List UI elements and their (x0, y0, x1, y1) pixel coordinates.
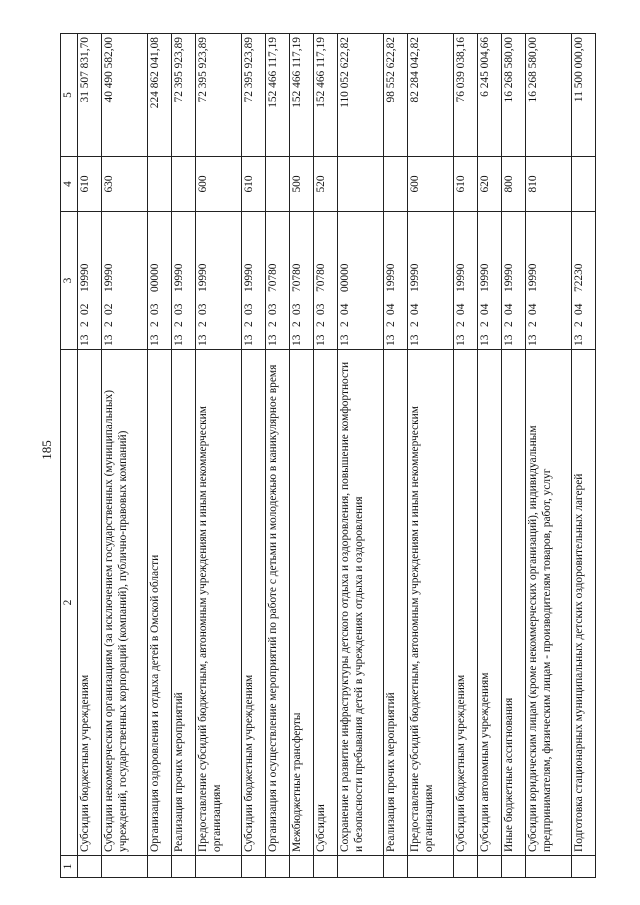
row-amount: 16 268 580,00 (525, 34, 571, 157)
page-number-text: 185 (39, 440, 54, 460)
row-name: Иные бюджетные ассигнования (501, 350, 525, 856)
row-amount: 16 268 580,00 (501, 34, 525, 157)
table-row (266, 34, 290, 878)
code-part: 19990 (408, 263, 421, 292)
code-part: 2 (196, 321, 209, 327)
row-index-cell (195, 856, 241, 878)
code-part: 2 (573, 321, 586, 327)
row-amount: 98 552 622,82 (384, 34, 408, 157)
code-part: 13 (102, 334, 115, 346)
row-code (266, 212, 290, 350)
code-part: 03 (149, 303, 162, 315)
row-amount: 224 862 041,08 (148, 34, 172, 157)
table-row (78, 34, 102, 878)
row-index-cell (313, 856, 337, 878)
code-part: 13 (502, 334, 515, 346)
code-part: 19990 (79, 263, 91, 292)
row-type (172, 157, 196, 212)
code-part: 04 (385, 303, 397, 315)
code-part: 19990 (502, 263, 515, 292)
code-part: 03 (290, 303, 303, 315)
code-part: 70780 (314, 263, 327, 292)
table-row (242, 34, 266, 878)
code-part: 13 (290, 334, 303, 346)
code-part: 2 (338, 321, 351, 327)
table-row (313, 34, 337, 878)
code-part: 00000 (149, 263, 162, 292)
code-part: 02 (102, 303, 115, 315)
row-code (454, 212, 478, 350)
header-col-1: 1 (61, 856, 78, 878)
code-part: 03 (173, 303, 186, 315)
row-code (195, 212, 241, 350)
code-part: 2 (290, 321, 303, 327)
row-type: 630 (101, 157, 147, 212)
code-part: 19990 (526, 263, 539, 292)
table-row (407, 34, 453, 878)
table-row (384, 34, 408, 878)
row-name: Субсидии юридическим лицам (кроме некоммерческих организаций), индивидуальным предпринимателям, физическим лицам - производителям товаров, работ, услуг (525, 350, 571, 856)
row-amount: 110 052 622,82 (337, 34, 383, 157)
code-part: 2 (455, 321, 468, 327)
code-part: 03 (196, 303, 209, 315)
budget-table (60, 33, 596, 878)
row-type (337, 157, 383, 212)
code-part: 13 (526, 334, 539, 346)
row-code (313, 212, 337, 350)
row-amount: 82 284 042,82 (407, 34, 453, 157)
row-code (525, 212, 571, 350)
code-part: 2 (243, 321, 256, 327)
code-part: 72230 (573, 263, 586, 292)
table-row (454, 34, 478, 878)
table-row (337, 34, 383, 878)
code-part: 13 (79, 334, 91, 346)
code-part: 13 (173, 334, 186, 346)
row-type (384, 157, 408, 212)
table-row (525, 34, 571, 878)
code-part: 2 (479, 321, 492, 327)
row-type: 610 (78, 157, 102, 212)
row-code (572, 212, 596, 350)
row-index-cell (572, 856, 596, 878)
row-code (101, 212, 147, 350)
code-part: 19990 (479, 263, 492, 292)
code-part: 13 (455, 334, 468, 346)
row-name: Субсидии автономным учреждениям (478, 350, 502, 856)
row-amount: 76 039 038,16 (454, 34, 478, 157)
header-col-4: 4 (61, 157, 78, 212)
row-code (78, 212, 102, 350)
row-code (172, 212, 196, 350)
code-part: 00000 (338, 263, 351, 292)
row-type (266, 157, 290, 212)
row-amount: 152 466 117,19 (313, 34, 337, 157)
code-part: 13 (243, 334, 256, 346)
code-part: 2 (173, 321, 186, 327)
row-index-cell (478, 856, 502, 878)
row-amount: 72 395 923,89 (195, 34, 241, 157)
header-col-3: 3 (61, 212, 78, 350)
row-name: Межбюджетные трансферты (289, 350, 313, 856)
row-index-cell (384, 856, 408, 878)
rotated-table-wrapper (60, 34, 596, 878)
code-part: 2 (102, 321, 115, 327)
row-code (478, 212, 502, 350)
row-type: 500 (289, 157, 313, 212)
row-type: 800 (501, 157, 525, 212)
code-part: 2 (502, 321, 515, 327)
table-row (501, 34, 525, 878)
row-amount: 72 395 923,89 (242, 34, 266, 157)
row-index-cell (501, 856, 525, 878)
code-part: 04 (479, 303, 492, 315)
code-part: 04 (455, 303, 468, 315)
code-part: 04 (338, 303, 351, 315)
row-type: 600 (195, 157, 241, 212)
code-part: 13 (267, 334, 280, 346)
table-row (101, 34, 147, 878)
code-part: 13 (196, 334, 209, 346)
table-row (572, 34, 596, 878)
row-amount: 152 466 117,19 (289, 34, 313, 157)
row-name: Субсидии (313, 350, 337, 856)
row-type: 520 (313, 157, 337, 212)
code-part: 04 (408, 303, 421, 315)
row-index-cell (525, 856, 571, 878)
row-name: Организация и осуществление мероприятий по работе с детьми и молодежью в каникулярное время (266, 350, 290, 856)
code-part: 13 (573, 334, 586, 346)
header-col-5: 5 (61, 34, 78, 157)
row-type (148, 157, 172, 212)
code-part: 2 (149, 321, 162, 327)
code-part: 19990 (196, 263, 209, 292)
code-part: 2 (408, 321, 421, 327)
row-code (242, 212, 266, 350)
code-part: 2 (385, 321, 397, 327)
row-name: Сохранение и развитие инфраструктуры детского отдыха и оздоровления, повышение комфортности и безопасности пребывания детей в учреждениях отдыха и оздоровления (337, 350, 383, 856)
code-part: 13 (314, 334, 327, 346)
code-part: 04 (573, 303, 586, 315)
code-part: 04 (502, 303, 515, 315)
code-part: 19990 (455, 263, 468, 292)
code-part: 13 (149, 334, 162, 346)
code-part: 2 (79, 321, 91, 327)
code-part: 2 (267, 321, 280, 327)
row-name: Субсидии некоммерческим организациям (за исключением государственных (муниципальных) учреждений, государственных корпораций (компаний), публично-правовых компаний) (101, 350, 147, 856)
row-name: Организация оздоровления и отдыха детей в Омской области (148, 350, 172, 856)
code-part: 19990 (243, 263, 256, 292)
table-row (195, 34, 241, 878)
code-part: 03 (314, 303, 327, 315)
code-part: 2 (314, 321, 327, 327)
row-amount: 72 395 923,89 (172, 34, 196, 157)
row-index-cell (454, 856, 478, 878)
row-code (501, 212, 525, 350)
row-type: 620 (478, 157, 502, 212)
table-row (148, 34, 172, 878)
row-code (407, 212, 453, 350)
code-part: 02 (79, 303, 91, 315)
row-name: Реализация прочих мероприятий (172, 350, 196, 856)
row-amount: 6 245 004,66 (478, 34, 502, 157)
row-code (337, 212, 383, 350)
row-name: Субсидии бюджетным учреждениям (242, 350, 266, 856)
row-name: Подготовка стационарных муниципальных детских оздоровительных лагерей (572, 350, 596, 856)
row-index-cell (337, 856, 383, 878)
row-index-cell (78, 856, 102, 878)
row-amount: 40 490 582,00 (101, 34, 147, 157)
code-part: 13 (338, 334, 351, 346)
code-part: 13 (385, 334, 397, 346)
code-part: 03 (267, 303, 280, 315)
row-name: Субсидии бюджетным учреждениям (454, 350, 478, 856)
row-amount: 152 466 117,19 (266, 34, 290, 157)
row-code (148, 212, 172, 350)
table-row (172, 34, 196, 878)
row-amount: 31 507 831,70 (78, 34, 102, 157)
code-part: 70780 (290, 263, 303, 292)
row-name: Субсидии бюджетным учреждениям (78, 350, 102, 856)
code-part: 70780 (267, 263, 280, 292)
page-number (36, 430, 58, 470)
row-index-cell (242, 856, 266, 878)
code-part: 03 (243, 303, 256, 315)
row-name: Предоставление субсидий бюджетным, автономным учреждениям и иным некоммерческим организациям (195, 350, 241, 856)
code-part: 19990 (173, 263, 186, 292)
code-part: 19990 (385, 263, 397, 292)
row-type: 610 (454, 157, 478, 212)
header-col-2: 2 (61, 350, 78, 856)
row-index-cell (101, 856, 147, 878)
row-index-cell (148, 856, 172, 878)
table-row (289, 34, 313, 878)
row-code (289, 212, 313, 350)
row-name: Реализация прочих мероприятий (384, 350, 408, 856)
row-type (572, 157, 596, 212)
row-index-cell (289, 856, 313, 878)
row-index-cell (266, 856, 290, 878)
row-amount: 11 500 000,00 (572, 34, 596, 157)
row-code (384, 212, 408, 350)
row-index-cell (407, 856, 453, 878)
code-part: 2 (526, 321, 539, 327)
table-header-row (61, 34, 78, 878)
table-row (478, 34, 502, 878)
row-type: 810 (525, 157, 571, 212)
code-part: 04 (526, 303, 539, 315)
row-name: Предоставление субсидий бюджетным, автономным учреждениям и иным некоммерческим организациям (407, 350, 453, 856)
row-type: 600 (407, 157, 453, 212)
row-type: 610 (242, 157, 266, 212)
code-part: 19990 (102, 263, 115, 292)
row-index-cell (172, 856, 196, 878)
code-part: 13 (408, 334, 421, 346)
code-part: 13 (479, 334, 492, 346)
